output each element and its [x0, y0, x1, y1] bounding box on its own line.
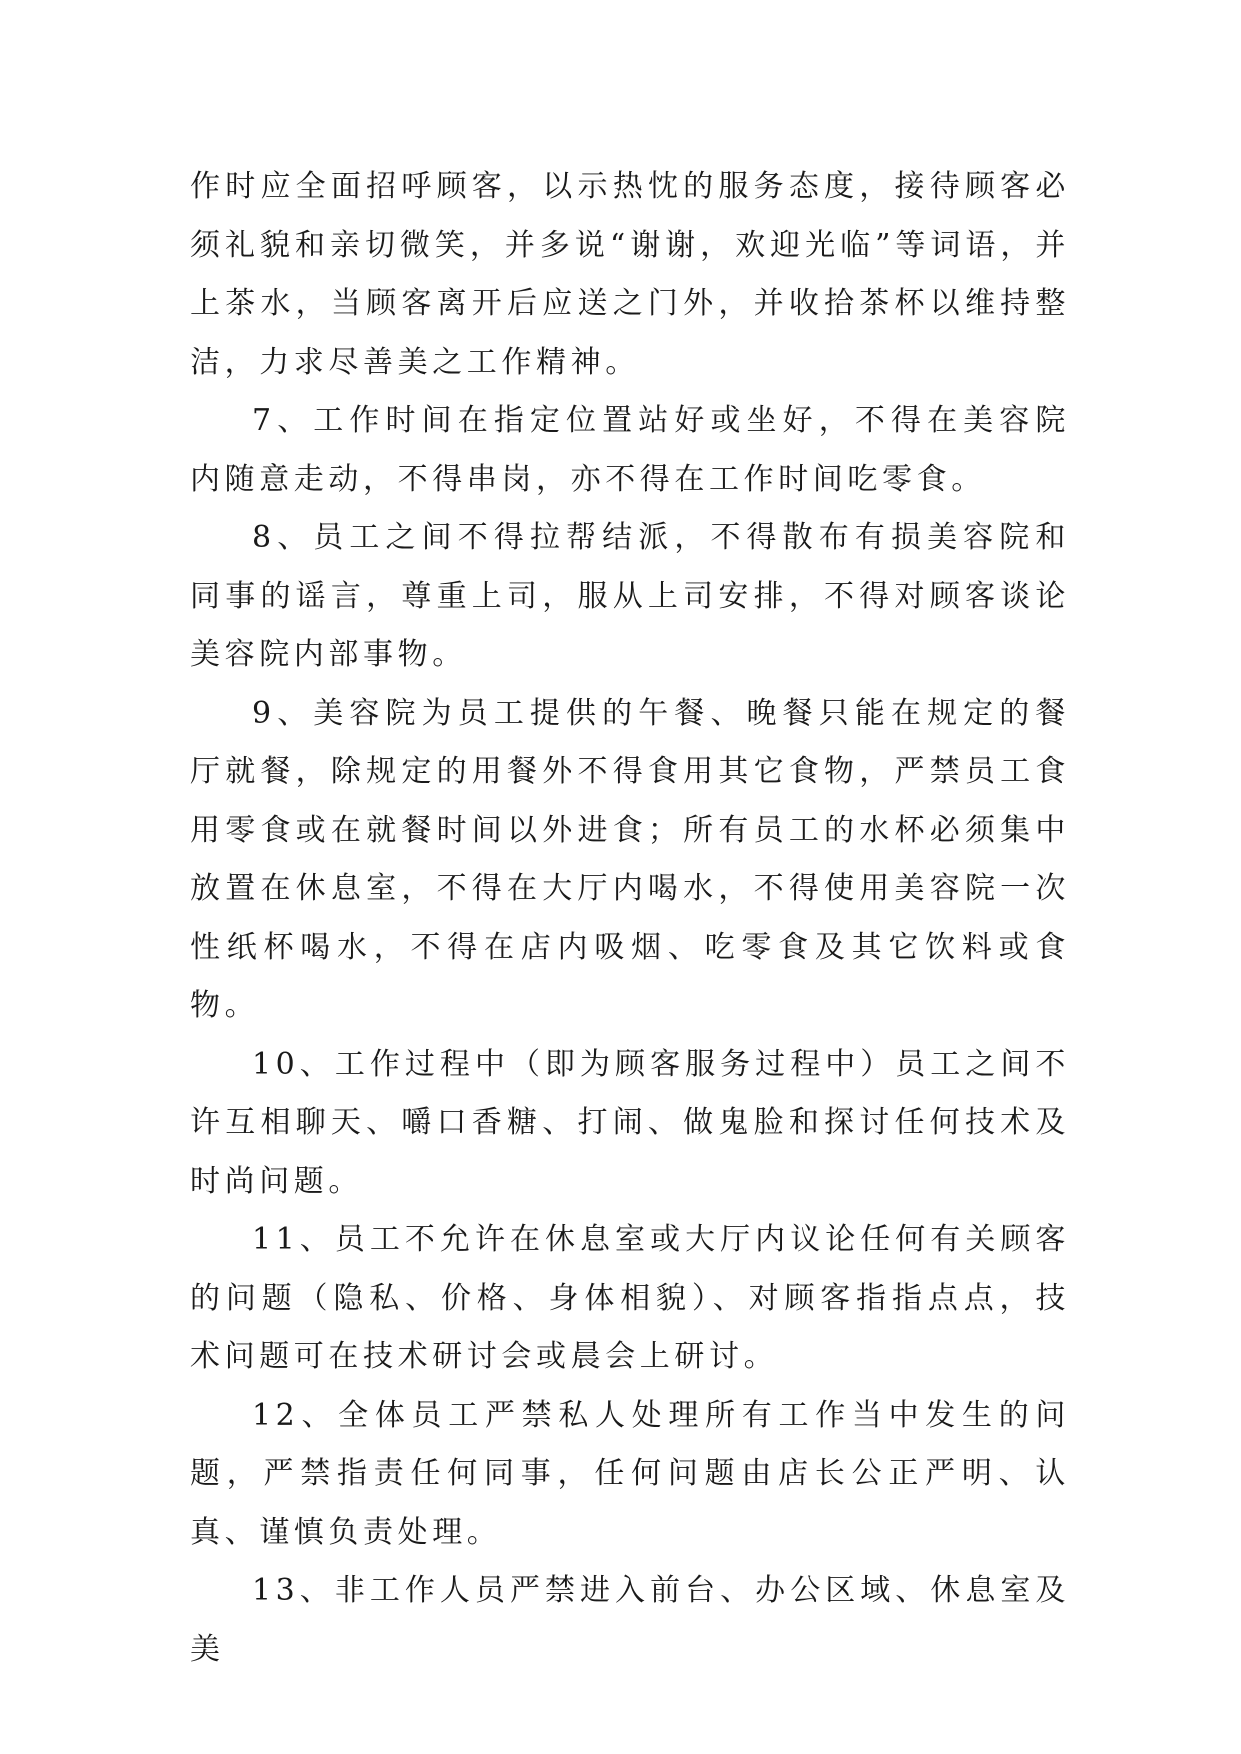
document-page: [190, 158, 1070, 1679]
paragraph-rule-10: 10、工作过程中（即为顾客服务过程中）员工之间不许互相聊天、嚼口香糖、打闹、做鬼脸和探讨任何技术及时尚问题。: [190, 1046, 1070, 1199]
paragraph-rule-7: 7、工作时间在指定位置站好或坐好，不得在美容院内随意走动，不得串岗，亦不得在工作时间吃零食。: [190, 403, 1070, 497]
paragraph-continuation: 作时应全面招呼顾客，以示热忱的服务态度，接待顾客必须礼貌和亲切微笑，并多说“谢谢，欢迎光临”等词语，并上茶水，当顾客离开后应送之门外，并收拾茶杯以维持整洁，力求尽善美之工作精神。: [190, 169, 1070, 380]
paragraph-rule-12: 12、全体员工严禁私人处理所有工作当中发生的问题，严禁指责任何同事，任何问题由店长公正严明、认真、谨慎负责处理。: [190, 1397, 1070, 1550]
paragraph-rule-11: 11、员工不允许在休息室或大厅内议论任何有关顾客的问题（隐私、价格、身体相貌）、对顾客指指点点，技术问题可在技术研讨会或晨会上研讨。: [190, 1222, 1070, 1374]
paragraph-rule-13: 13、非工作人员严禁进入前台、办公区域、休息室及美: [190, 1573, 1070, 1667]
paragraph-rule-8: 8、员工之间不得拉帮结派，不得散布有损美容院和同事的谣言，尊重上司，服从上司安排，不得对顾客谈论美容院内部事物。: [190, 520, 1070, 672]
paragraph-rule-9: 9、美容院为员工提供的午餐、晚餐只能在规定的餐厅就餐，除规定的用餐外不得食用其它食物，严禁员工食用零食或在就餐时间以外进食；所有员工的水杯必须集中放置在休息室，不得在大厅内喝水，不得使用美容院一次性纸杯喝水，不得在店内吸烟、吃零食及其它饮料或食物。: [190, 695, 1070, 1023]
